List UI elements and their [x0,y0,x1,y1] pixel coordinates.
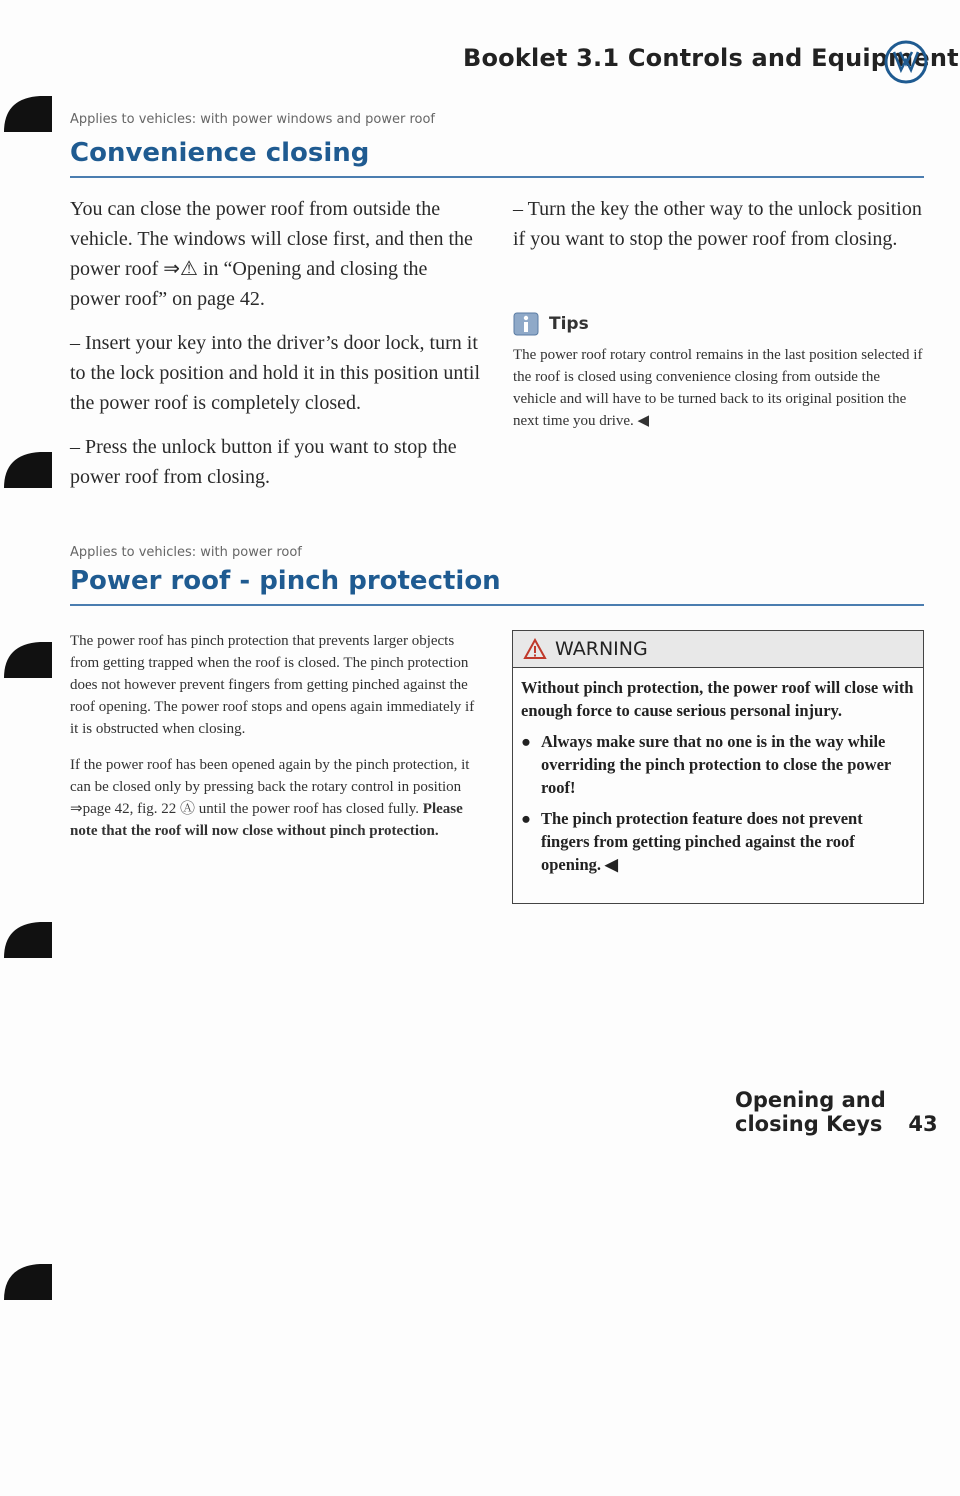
instruction-step: – Press the unlock button if you want to stop the power roof from closing. [70,436,457,488]
warning-bullet [521,807,915,876]
tips-heading [513,312,589,336]
paragraph-bold-note: Please note that the roof will now close without pinch protection. [70,801,463,839]
paragraph [70,754,480,842]
section-title: Convenience closing [70,138,370,168]
vw-logo-icon [884,40,928,84]
paragraph: The power roof has pinch protection that prevents larger objects from getting trapped when the roof is closed. The pinch protection does not however prevent fingers from getting pinched against the roof opening. The power roof stops and opens again immediately if it is obstructed when closing. [70,633,475,737]
warning-triangle-icon [523,638,547,660]
warning-box [512,630,924,904]
info-icon [513,312,539,336]
left-column-text [70,630,480,842]
instruction-step: – Insert your key into the driver’s door lock, turn it to the lock position and hold it in this position until the power roof is completely closed. [70,332,480,414]
warning-bullet-text: Always make sure that no one is in the way while overriding the pinch protection to close the power roof! [540,732,891,797]
page-tab-icon [0,918,52,960]
bullet-dot: ● [521,732,531,751]
left-column-text [70,194,480,492]
warning-bullet [521,730,915,799]
bullet-dot: ● [521,809,531,828]
warning-label: WARNING [555,638,648,660]
instruction-step: – Turn the key the other way to the unlock position if you want to stop the power roof from closing. [513,198,922,250]
applies-note: Applies to vehicles: with power roof [70,545,302,560]
page-header-title: Booklet 3.1 Controls and Equipment [463,44,959,72]
paragraph: You can close the power roof from outside the vehicle. The windows will close first, and then the power roof ⇒⚠ in “Opening and closing the power roof” on page 42. [70,198,473,310]
page-tab-icon [0,1260,52,1302]
page-tab-icon [0,92,52,134]
page-number: 43 [908,1112,938,1136]
section-title: Power roof - pinch protection [70,566,501,596]
tips-text-block [513,344,925,432]
tips-text: The power roof rotary control remains in the last position selected if the roof is closed using convenience closing from outside the vehicle and will have to be turned back to its original position the next time you drive. ◀ [513,347,923,429]
warning-intro: Without pinch protection, the power roof will close with enough force to cause serious personal injury. [521,678,914,720]
section-rule [70,176,924,178]
applies-note: Applies to vehicles: with power windows and power roof [70,112,435,127]
paragraph-text: If the power roof has been opened again by the pinch protection, it can be closed only by pressing back the rotary control in position ⇒page 42, fig. 22 Ⓐ until the power roof has closed fully. [70,757,470,817]
page-tab-icon [0,448,52,490]
tips-label: Tips [549,314,589,334]
page-footer [735,1088,960,1136]
warning-body [513,668,923,876]
section-rule [70,604,924,606]
page-tab-icon [0,638,52,680]
right-column-text [513,194,925,254]
warning-header [513,631,923,668]
warning-bullet-text: The pinch protection feature does not prevent fingers from getting pinched against the roof opening. ◀ [540,809,863,874]
footer-section: Opening and closing Keys [735,1088,886,1136]
